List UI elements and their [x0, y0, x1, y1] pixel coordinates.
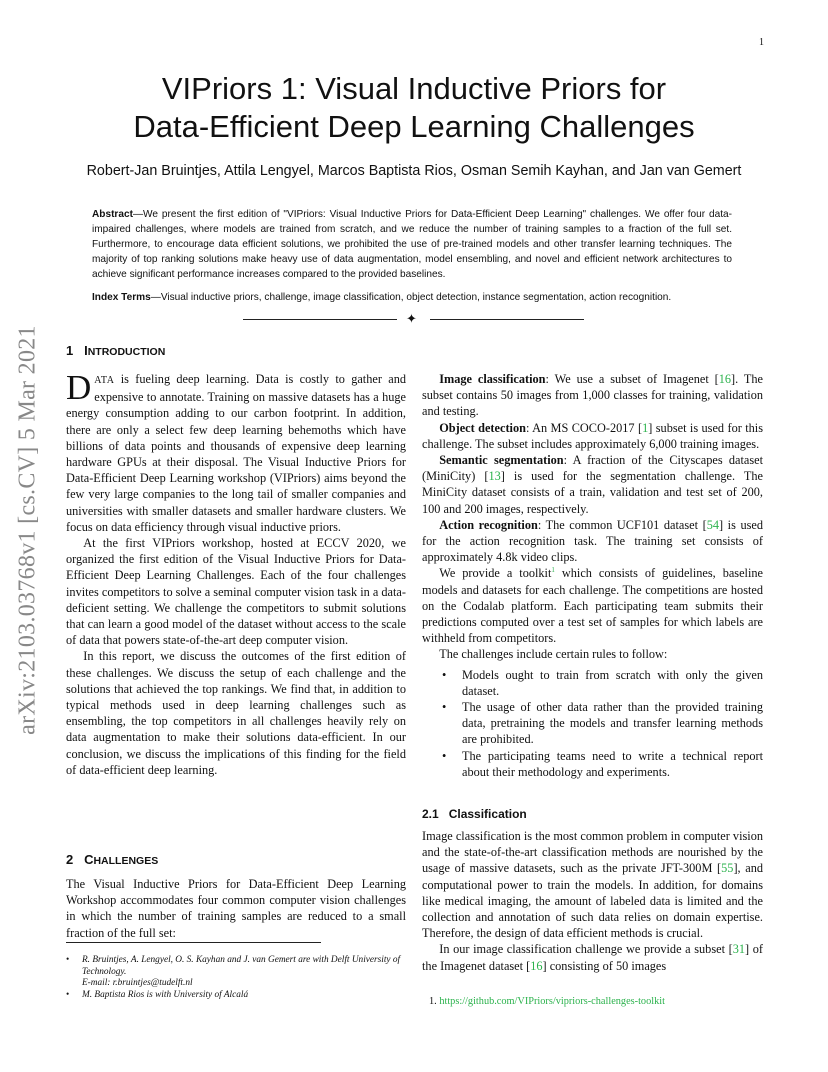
- intro-paragraph-1-text: is fueling deep learning. Data is costly to gather and expensive to annotate. Training on massive datasets has a huge energy consumption adding to our carbon footprint. In addition, there are only a select few deep learning behemoths which have billions of data points and thousands of expensive deep learning hardware GPUs at their disposal. The Visual Inductive Priors for Data-Efficient Deep Learning workshop (VIPriors) aims beyond the few very large companies to the long tail of smaller companies and universities with smaller datasets and smaller hardware clusters. We focus on data efficiency through visual inductive priors.: [66, 372, 406, 534]
- citation-link[interactable]: 1: [642, 420, 649, 435]
- footnote-item: [66, 955, 411, 990]
- subsection-heading-classification: [422, 807, 527, 821]
- challenges-body: [66, 876, 406, 941]
- section-title-rest: NTRODUCTION: [87, 346, 166, 358]
- action-recognition-paragraph: [422, 517, 763, 566]
- drop-cap: D: [66, 368, 92, 407]
- arxiv-stamp-text: arXiv:2103.03768v1 [cs.CV] 5 Mar 2021: [14, 325, 41, 735]
- paragraph-label: Object detection: [439, 420, 526, 435]
- rule-item: • Models ought to train from scratch with only the given dataset.: [422, 667, 763, 699]
- object-detection-paragraph: [422, 420, 763, 452]
- subsection-number: 2.1: [422, 807, 439, 821]
- section-title-initial: I: [84, 343, 88, 358]
- paragraph-text: ], and computational power to train the models. In addition, for domains like medical imaging, the amount of labeled data is limited and the collection and annotation of such data relies on domain expertise. Therefore, the design of data efficient methods is crucial.: [422, 861, 763, 941]
- rule-item: • The usage of other data rather than the provided training data, pretraining the models and transfer learning methods are prohibited.: [422, 699, 763, 748]
- citation-link[interactable]: 13: [488, 469, 501, 484]
- paragraph-label: Action recognition: [439, 517, 538, 532]
- toolkit-footnote: [429, 996, 665, 1007]
- footnote-rule: [66, 942, 321, 943]
- classification-paragraph-2: [422, 941, 763, 973]
- separator-star-icon: ✦: [406, 311, 417, 326]
- citation-link[interactable]: 16: [718, 372, 732, 386]
- title-line-2: Data-Efficient Deep Learning Challenges: [133, 109, 695, 144]
- index-terms-label: Index Terms: [92, 292, 151, 303]
- footnote-text: • R. Bruintjes, A. Lengyel, O. S. Kayhan and J. van Gemert are with Delft University of Technology.: [82, 955, 401, 977]
- section-separator: [243, 313, 588, 327]
- citation-link[interactable]: 31: [732, 942, 746, 957]
- paragraph-text: ] of the Imagenet dataset [: [422, 942, 763, 973]
- challenge-list-body: [422, 371, 763, 780]
- paragraph-text: : A fraction of the Cityscapes dataset (MiniCity) [: [422, 453, 763, 484]
- separator-line-left: [243, 319, 397, 320]
- paragraph-text: ] subset is used for this challenge. The subset includes approximately 6,000 training images.: [422, 420, 763, 451]
- semantic-segmentation-paragraph: [422, 452, 763, 517]
- paragraph-text: : The common UCF101 dataset [: [537, 517, 707, 532]
- abstract-label: Abstract: [92, 209, 133, 220]
- section-number: 1: [66, 343, 74, 358]
- paper-title: [0, 70, 828, 146]
- classification-body: [422, 828, 763, 974]
- footnote-marker-link[interactable]: 1: [551, 566, 555, 575]
- rules-list: [422, 667, 763, 780]
- citation-link[interactable]: 55: [721, 861, 734, 876]
- section-number: 2: [66, 852, 74, 867]
- footnote-text: • M. Baptista Rios is with University of Alcalá: [82, 989, 249, 1000]
- paragraph-text: Image classification is the most common problem in computer vision and the state-of-the-art classification methods are nourished by the usage of massive datasets, such as the private JFT-300M [: [422, 829, 763, 876]
- paragraph-text: : We use a subset of Imagenet [: [545, 372, 719, 386]
- affiliation-footnotes: [66, 955, 411, 1001]
- rule-item: • The participating teams need to write a technical report about their methodology and experiments.: [422, 748, 763, 780]
- citation-link[interactable]: 16: [530, 958, 543, 973]
- author-list: Robert-Jan Bruintjes, Attila Lengyel, Marcos Baptista Rios, Osman Semih Kayhan, and Jan van Gemert: [86, 163, 742, 179]
- toolkit-paragraph: [422, 565, 763, 646]
- toolkit-url-link[interactable]: https://github.com/VIPriors/vipriors-challenges-toolkit: [439, 996, 665, 1007]
- rules-intro: The challenges include certain rules to follow:: [439, 647, 668, 662]
- challenges-paragraph: The Visual Inductive Priors for Data-Efficient Deep Learning Workshop accommodates four common computer vision challenges in which the number of training samples are reduced to a small fraction of the full set:: [66, 877, 406, 940]
- paragraph-text: ]. The subset contains 50 images from 1,000 classes for training, validation and testing.: [422, 372, 763, 419]
- paragraph-text: ] is used for the action recognition task. The training set consists of approximately 4.8k video clips.: [422, 517, 763, 565]
- image-classification-paragraph: [422, 371, 763, 420]
- index-terms: [92, 290, 742, 305]
- paragraph-text: In our image classification challenge we provide a subset [: [439, 942, 733, 957]
- arxiv-identifier-stamp: [4, 290, 52, 770]
- section-heading-introduction: [66, 343, 165, 358]
- paragraph-label: Image classification: [439, 372, 546, 386]
- introduction-body: [66, 368, 406, 778]
- section-title-initial: C: [84, 852, 94, 867]
- intro-smallcaps: ATA: [94, 375, 115, 386]
- section-heading-challenges: [66, 852, 158, 867]
- intro-paragraph-1: [66, 368, 406, 535]
- citation-link[interactable]: 54: [706, 517, 719, 532]
- section-title-rest: HALLENGES: [93, 855, 159, 867]
- paragraph-text: ] consisting of 50 images: [542, 958, 667, 973]
- classification-paragraph-1: [422, 828, 763, 941]
- footnote-number: 1.: [429, 996, 437, 1007]
- separator-line-right: [430, 319, 584, 320]
- footnote-email: E-mail: r.bruintjes@tudelft.nl: [82, 978, 193, 989]
- abstract: [92, 207, 732, 282]
- paragraph-text: which consists of guidelines, baseline models and datasets for each challenge. The competitions are hosted on the Codalab platform. Each participating team submits their predictions computed over a test set of samples for which labels are withheld from competitors.: [422, 566, 763, 646]
- title-line-1: VIPriors 1: Visual Inductive Priors for: [161, 71, 667, 106]
- abstract-text: —We present the first edition of "VIPriors: Visual Inductive Priors for Data-Efficient Deep Learning" challenges. We offer four data-impaired challenges, where models are trained from scratch, and we reduce the number of training samples to a fraction of the full set. Furthermore, to encourage data efficient solutions, we prohibited the use of pre-trained models and other transfer learning techniques. The majority of top ranking solutions make heavy use of data augmentation, model ensembling, and novel and efficient network architectures to achieve significant performance increases compared to the provided baselines.: [92, 209, 732, 280]
- intro-paragraph-3: In this report, we discuss the outcomes of the first edition of these challenges. We discuss the setup of each challenge and the solutions that achieved the top rankings. We find that, in addition to typical methods used in deep learning challenges such as ensembling, the top competitors in all challenges heavily rely on data augmentation to make their solutions data-efficient. In our conclusion, we discuss the implications of this finding for the field of data-efficient deep learning.: [66, 649, 406, 777]
- paragraph-text: : An MS COCO-2017 [: [525, 420, 643, 435]
- index-terms-text: —Visual inductive priors, challenge, image classification, object detection, instance segmentation, action recognition.: [150, 292, 672, 303]
- footnote-item: [66, 990, 411, 1002]
- paragraph-text: We provide a toolkit: [439, 566, 552, 581]
- subsection-title: Classification: [448, 807, 527, 821]
- paragraph-text: ] is used for the segmentation challenge. The MiniCity dataset consists of a train, validation and test set of 200, 100 and 200 images, respectively.: [422, 469, 763, 516]
- paragraph-label: Semantic segmentation: [439, 453, 564, 468]
- intro-paragraph-2: At the first VIPriors workshop, hosted at ECCV 2020, we organized the first edition of the Visual Inductive Priors for Data-Efficient Deep Learning Challenges. Each of the four challenges invites competitors to solve a seminal computer vision task in a data-deficient setting. We challenge the competitors to submit solutions that can learn a good model of the dataset without access to the scale of data that powers state-of-the-art deep computer vision.: [66, 536, 406, 648]
- page-number: 1: [759, 37, 764, 48]
